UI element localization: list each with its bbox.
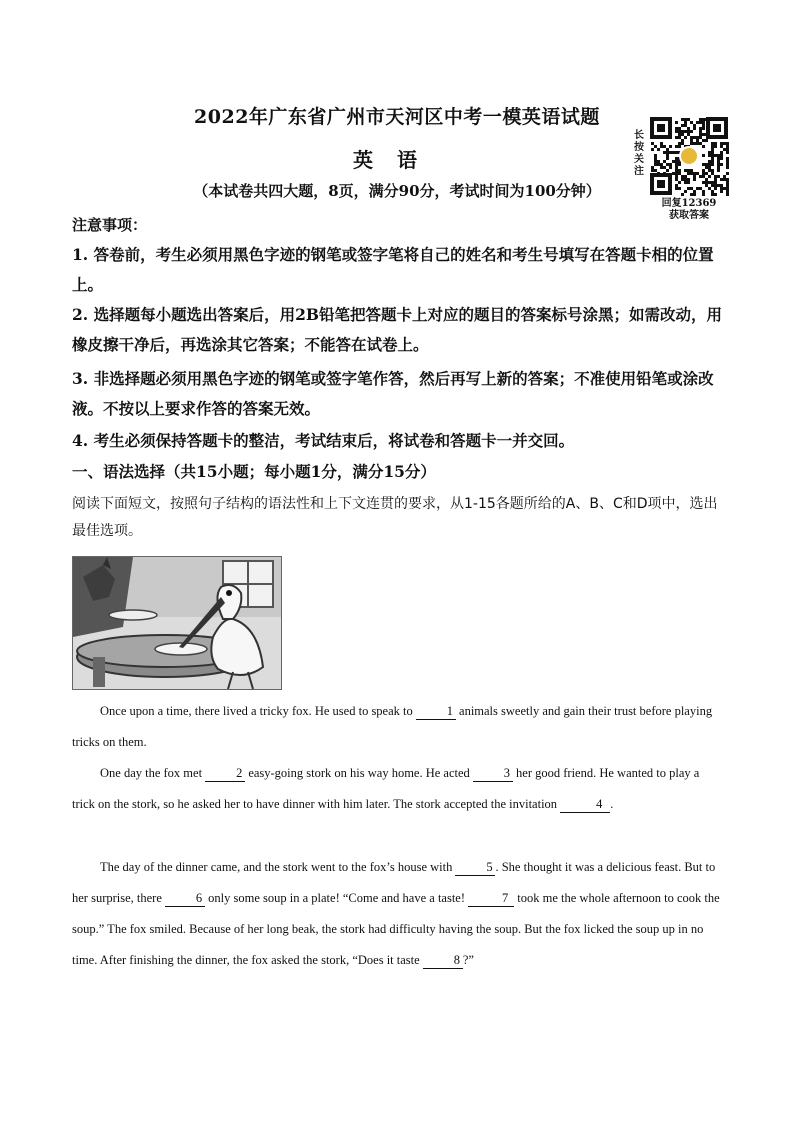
blank-6: 6 (165, 890, 205, 907)
blank-7: 7 (468, 890, 514, 907)
qr-code-block (632, 114, 732, 224)
note-item: 3. 非选择题必须用黑色字迹的钢笔或签字笔作答，然后再写上新的答案；不准使用铅笔或涂改液。不按以上要求作答的答案无效。 (72, 369, 714, 418)
blank-4: 4 (560, 796, 610, 813)
section-heading: 一、语法选择（共15小题；每小题1分，满分15分） (72, 462, 436, 481)
blank-8: 8 (423, 952, 463, 969)
note-item: 4. 考生必须保持答题卡的整洁，考试结束后，将试卷和答题卡一并交回。 (72, 431, 575, 450)
qr-code-image (649, 116, 729, 196)
blank-1: 1 (416, 703, 456, 720)
story-paragraph-3: The day of the dinner came, and the stork went to the fox’s house with 5 . She thought it was a delicious feast. But to her surprise, there 6 only some soup in a plate! “Come and have a taste! 7 took me the whole afternoon to cook the soup.” The fox smiled. Because of her long beak, the stork had difficulty having the soup. But the fox licked the soup up in no time. After finishing the dinner, the fox asked the stork, “Does it taste 8 ?” (72, 860, 720, 967)
blank-2: 2 (205, 765, 245, 782)
story-paragraph-1: Once upon a time, there lived a tricky fox. He used to speak to 1 animals sweetly and gain their trust before playing tricks on them. (72, 704, 713, 749)
qr-side-label: 长 按 关 注 (634, 130, 644, 177)
note-item: 1. 答卷前，考生必须用黑色字迹的钢笔或签字笔将自己的姓名和考生号填写在答题卡相的位置上。 (72, 245, 714, 294)
story-paragraph-2: One day the fox met 2 easy-going stork on his way home. He acted 3 her good friend. He wanted to play a trick on the stork, so he asked her to have dinner with him later. The stork accepted the invitation 4 . (72, 766, 700, 811)
note-item: 2. 选择题每小题选出答案后，用2B铅笔把答题卡上对应的题目的答案标号涂黑；如需改动，用橡皮擦干净后，再选涂其它答案；不能答在试卷上。 (72, 305, 722, 354)
exam-title: 2022年广东省广州市天河区中考一模英语试题 (194, 106, 600, 128)
exam-info: （本试卷共四大题，8页，满分90分，考试时间为100分钟） (193, 182, 601, 200)
subject-title: 英语 (353, 148, 441, 172)
blank-5: 5 (455, 859, 495, 876)
notes-heading: 注意事项： (72, 216, 148, 234)
qr-caption: 回复12369 获取答案 (661, 198, 717, 221)
fox-stork-illustration (72, 556, 282, 690)
section-instruction: 阅读下面短文，按照句子结构的语法性和上下文连贯的要求，从1-15各题所给的A、B、C和D项中，选出最佳选项。 (72, 496, 718, 539)
blank-3: 3 (473, 765, 513, 782)
